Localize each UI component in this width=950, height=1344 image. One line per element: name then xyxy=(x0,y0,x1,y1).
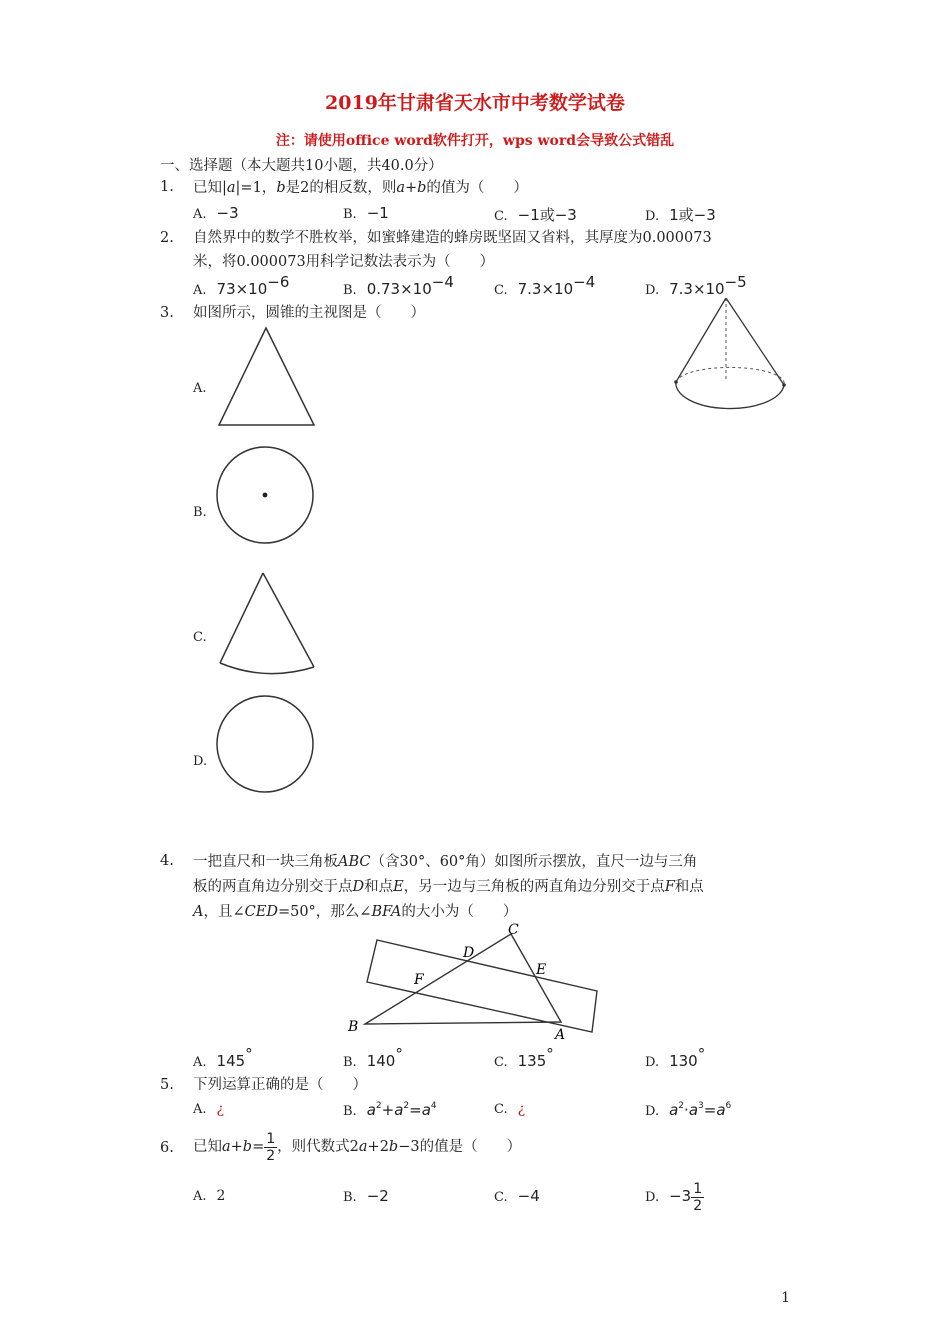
cone-base-front xyxy=(676,382,784,409)
page-number: 1 xyxy=(781,1290,790,1306)
warning-note: 注：请使用office word软件打开，wps word会导致公式错乱 xyxy=(275,133,675,149)
question-4-line1: 一把直尺和一块三角板ABC（含30°、60°角）如图所示摆放，直尺一边与三角 xyxy=(193,854,698,870)
q6-fraction: $\frac{1}{2}$ xyxy=(266,1130,276,1164)
label-b: B xyxy=(348,1019,359,1035)
question-5-number: 5. xyxy=(160,1077,174,1093)
label-d: D xyxy=(463,945,475,961)
q5-option-c[interactable]: C. ¿ xyxy=(494,1101,526,1117)
question-4-line2: 板的两直角边分别交于点D和点E，另一边与三角板的两直角边分别交于点F和点 xyxy=(193,879,704,895)
q4-option-d[interactable]: D. 130° xyxy=(645,1045,706,1070)
q1-option-a[interactable]: A. −3 xyxy=(193,204,239,222)
q1-option-d[interactable]: D. 1或−3 xyxy=(645,206,716,224)
label-e: E xyxy=(536,962,547,978)
q5-option-d[interactable]: D. $a^2\cdot a^3=a^6$ xyxy=(645,1101,732,1119)
question-2-line1: 自然界中的数学不胜枚举，如蜜蜂建造的蜂房既坚固又省料，其厚度为0.000073 xyxy=(193,230,712,246)
q4-option-b[interactable]: B. 140° xyxy=(343,1045,403,1070)
q6-option-c[interactable]: C. −4 xyxy=(494,1187,540,1205)
q2-option-b[interactable]: B. $0.73\times 10^{-4}$ xyxy=(343,273,454,298)
q3-option-c[interactable]: C. xyxy=(193,630,207,645)
q1-option-b[interactable]: B. −1 xyxy=(343,204,389,222)
cone-left-edge xyxy=(676,298,726,382)
q3-option-c-sector[interactable] xyxy=(214,570,320,680)
q6-option-d[interactable]: D. −3 $\frac{1}{2}$ xyxy=(645,1180,703,1214)
q3-option-a-triangle[interactable] xyxy=(215,325,320,430)
question-4-line3: A，且∠CED=50°，那么∠BFA的大小为（ ） xyxy=(193,904,518,920)
q6-option-a[interactable]: A. 2 xyxy=(193,1188,226,1204)
page-title: 2019年甘肃省天水市中考数学试卷 xyxy=(325,92,625,114)
q2-option-a[interactable]: A. $73\times 10^{-6}$ xyxy=(193,273,290,298)
q1-option-c[interactable]: C. −1或−3 xyxy=(494,206,577,224)
q4-option-c[interactable]: C. 135° xyxy=(494,1045,554,1070)
q2-option-c[interactable]: C. $7.3\times 10^{-4}$ xyxy=(494,273,596,298)
question-1-text: 已知|a|=1，b是2的相反数，则a+b的值为（ ） xyxy=(193,180,528,196)
q5-option-a[interactable]: A. ¿ xyxy=(193,1101,225,1117)
question-6-number: 6. xyxy=(160,1140,174,1156)
cone-right-edge xyxy=(726,298,784,385)
label-a: A xyxy=(555,1027,566,1043)
q3-option-b-circle-with-dot[interactable] xyxy=(214,445,318,549)
q3-option-d-circle[interactable] xyxy=(214,694,318,798)
q4-option-a[interactable]: A. 145° xyxy=(193,1045,253,1070)
question-5-text: 下列运算正确的是（ ） xyxy=(193,1077,367,1093)
question-6-text: 已知a+b= $\frac{1}{2}$ ，则代数式2a+2b−3的值是（ ） xyxy=(193,1130,522,1164)
ruler xyxy=(367,940,597,1032)
label-f: F xyxy=(414,972,424,988)
q2-option-d[interactable]: D. $7.3\times 10^{-5}$ xyxy=(645,273,747,298)
cone-base-back xyxy=(676,367,784,385)
question-3-text: 如图所示，圆锥的主视图是（ ） xyxy=(193,305,425,321)
q3-option-b[interactable]: B. xyxy=(193,505,207,520)
cone-figure xyxy=(668,295,793,415)
question-4-number: 4. xyxy=(160,853,174,869)
section-heading: 一、选择题（本大题共10小题，共40.0分） xyxy=(160,158,443,174)
q3-option-d[interactable]: D. xyxy=(193,754,208,769)
label-c: C xyxy=(508,922,519,938)
q6-option-b[interactable]: B. −2 xyxy=(343,1187,389,1205)
question-2-line2: 米，将0.000073用科学记数法表示为（ ） xyxy=(193,254,495,270)
question-1-number: 1. xyxy=(160,179,174,195)
question-3-number: 3. xyxy=(160,305,174,321)
q5-option-b[interactable]: B. $a^2+a^2=a^4$ xyxy=(343,1101,437,1119)
question-2-number: 2. xyxy=(160,230,174,246)
ruler-triangle-figure xyxy=(340,918,610,1043)
q3-option-a[interactable]: A. xyxy=(193,381,207,396)
